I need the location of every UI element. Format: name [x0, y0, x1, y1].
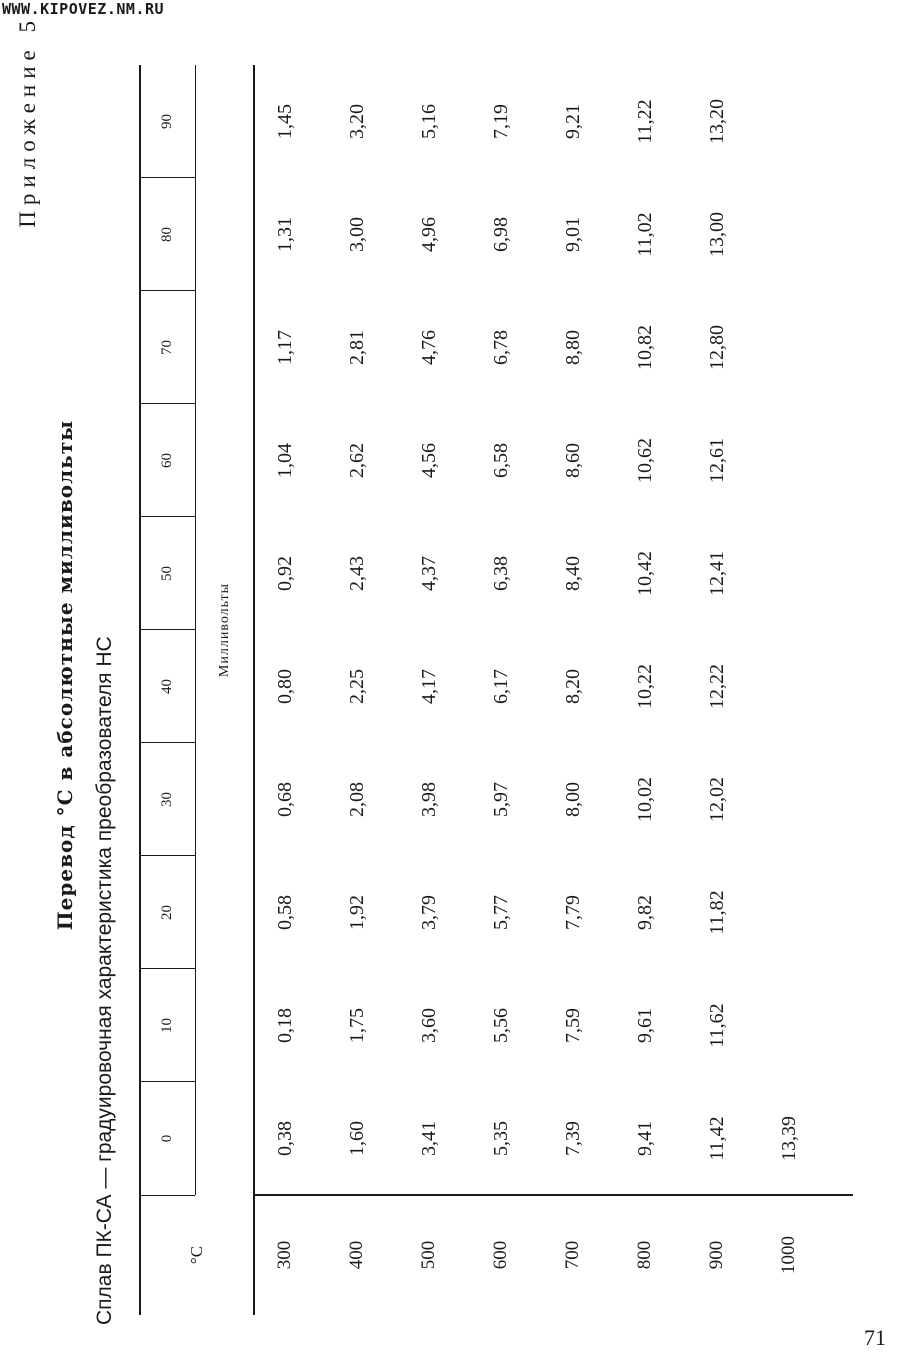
page-number: 71 — [864, 1325, 886, 1350]
column-header: 60 — [158, 453, 175, 468]
table-cell: 9,41 — [633, 1121, 656, 1156]
column-divider — [139, 629, 195, 630]
table-cell: 6,58 — [489, 443, 512, 478]
header-rule — [195, 65, 196, 1195]
table-cell — [767, 630, 811, 743]
table-cell: 4,56 — [417, 443, 440, 478]
temperature-column-header: °С — [187, 1245, 206, 1265]
table-cell: 8,80 — [561, 330, 584, 365]
header-bottom-rule — [253, 65, 255, 1315]
table-cell: 7,79 — [561, 895, 584, 930]
column-divider — [139, 1081, 195, 1082]
column-divider — [139, 742, 195, 743]
column-divider — [139, 403, 195, 404]
table-cell: 0,92 — [273, 556, 296, 591]
table-cell: 2,25 — [345, 669, 368, 704]
table-cell: 12,80 — [705, 325, 728, 370]
table-cell: 0,80 — [273, 669, 296, 704]
table-cell: 5,16 — [417, 104, 440, 139]
table-cell: 3,60 — [417, 1008, 440, 1043]
column-header: 30 — [158, 792, 175, 807]
row-label: 400 — [346, 1240, 367, 1270]
table-cell: 6,17 — [489, 669, 512, 704]
table-cell: 2,08 — [345, 782, 368, 817]
table-cell: 9,61 — [633, 1008, 656, 1043]
table-cell: 1,45 — [273, 104, 296, 139]
table-cell: 1,31 — [273, 217, 296, 252]
table-cell — [767, 969, 811, 1082]
table-cell: 11,62 — [705, 1003, 728, 1048]
table-cell: 12,22 — [705, 664, 728, 709]
table-cell: 3,00 — [345, 217, 368, 252]
table-cell: 8,20 — [561, 669, 584, 704]
table-cell: 4,96 — [417, 217, 440, 252]
column-header: 20 — [158, 905, 175, 920]
column-divider — [139, 855, 195, 856]
table-cell: 4,76 — [417, 330, 440, 365]
table-cell: 5,56 — [489, 1008, 512, 1043]
table-cell: 2,43 — [345, 556, 368, 591]
column-header: 80 — [158, 227, 175, 242]
table-cell: 6,78 — [489, 330, 512, 365]
table-cell: 0,38 — [273, 1121, 296, 1156]
row-label: 700 — [562, 1240, 583, 1270]
table-cell: 12,41 — [705, 551, 728, 596]
table-cell: 9,21 — [561, 104, 584, 139]
table-cell: 11,42 — [705, 1116, 728, 1161]
table-cell: 5,35 — [489, 1121, 512, 1156]
table-cell: 10,42 — [633, 551, 656, 596]
table-cell: 13,39 — [777, 1116, 800, 1161]
page-title: Перевод °С в абсолютные милливольты — [53, 419, 77, 931]
table-cell: 8,00 — [561, 782, 584, 817]
column-header: 0 — [158, 1134, 175, 1143]
table-cell: 9,01 — [561, 217, 584, 252]
row-label: 1000 — [778, 1236, 799, 1274]
table-cell: 6,98 — [489, 217, 512, 252]
table-cell: 11,02 — [633, 212, 656, 257]
table-cell — [767, 404, 811, 517]
row-label: 800 — [634, 1240, 655, 1270]
table-cell: 1,17 — [273, 330, 296, 365]
site-url: WWW.KIPOVEZ.NM.RU — [2, 0, 165, 18]
table-subtitle: Сплав ПК-СА — градуировочная характеристика преобразователя НС — [93, 636, 116, 1325]
table-cell: 1,04 — [273, 443, 296, 478]
table-cell: 10,22 — [633, 664, 656, 709]
row-label: 600 — [490, 1240, 511, 1270]
table-cell: 1,60 — [345, 1121, 368, 1156]
column-header: 40 — [158, 679, 175, 694]
table-cell: 5,77 — [489, 895, 512, 930]
row-label: 900 — [706, 1240, 727, 1270]
table-cell: 3,41 — [417, 1121, 440, 1156]
table-cell — [767, 517, 811, 630]
table-cell: 3,79 — [417, 895, 440, 930]
rotated-page-content — [15, 15, 885, 1335]
table-cell — [767, 178, 811, 291]
column-header: 90 — [158, 114, 175, 129]
table-cell — [767, 65, 811, 178]
column-divider — [139, 968, 195, 969]
table-cell: 0,18 — [273, 1008, 296, 1043]
table-cell — [767, 743, 811, 856]
table-cell: 3,98 — [417, 782, 440, 817]
table-cell: 8,40 — [561, 556, 584, 591]
unit-label: Милливольты — [217, 582, 232, 678]
column-divider — [139, 290, 195, 291]
table-cell: 1,92 — [345, 895, 368, 930]
table-cell: 2,81 — [345, 330, 368, 365]
table-cell: 13,00 — [705, 212, 728, 257]
table-cell: 7,19 — [489, 104, 512, 139]
column-header: 70 — [158, 340, 175, 355]
table-cell: 10,62 — [633, 438, 656, 483]
table-cell: 4,17 — [417, 669, 440, 704]
table-cell: 7,39 — [561, 1121, 584, 1156]
table-cell: 6,38 — [489, 556, 512, 591]
table-cell: 10,82 — [633, 325, 656, 370]
column-divider — [139, 177, 195, 178]
table-cell: 9,82 — [633, 895, 656, 930]
column-divider — [139, 516, 195, 517]
row-label: 500 — [418, 1240, 439, 1270]
table-cell: 11,22 — [633, 99, 656, 144]
table-cell: 0,58 — [273, 895, 296, 930]
column-header: 50 — [158, 566, 175, 581]
column-header: 10 — [158, 1018, 175, 1033]
table-cell: 10,02 — [633, 777, 656, 822]
table-cell: 1,75 — [345, 1008, 368, 1043]
table-cell: 3,20 — [345, 104, 368, 139]
appendix-label: Приложение 5 — [15, 15, 40, 228]
table-cell — [767, 856, 811, 969]
table-cell: 7,59 — [561, 1008, 584, 1043]
row-label: 300 — [274, 1240, 295, 1270]
table-cell: 11,82 — [705, 890, 728, 935]
table-cell: 2,62 — [345, 443, 368, 478]
table-cell: 13,20 — [705, 99, 728, 144]
table-cell: 12,61 — [705, 438, 728, 483]
table-cell: 12,02 — [705, 777, 728, 822]
table-cell: 5,97 — [489, 782, 512, 817]
table-cell: 4,37 — [417, 556, 440, 591]
table-cell — [767, 291, 811, 404]
table-cell: 8,60 — [561, 443, 584, 478]
table-cell: 0,68 — [273, 782, 296, 817]
